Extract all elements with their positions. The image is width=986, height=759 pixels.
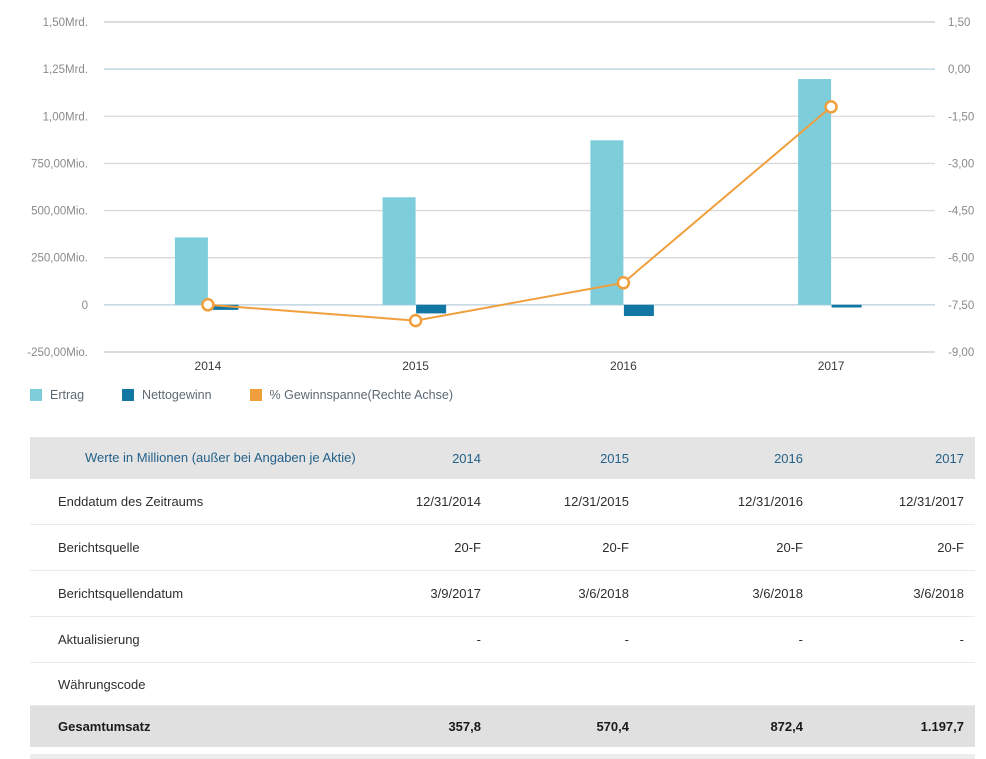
table-row [30, 479, 975, 525]
row-label: Berichtsquellendatum [30, 571, 408, 617]
row-value: 3/6/2018 [629, 571, 803, 617]
row-value: - [629, 617, 803, 663]
legend-label: Nettogewinn [142, 388, 212, 402]
row-value [481, 663, 629, 706]
row-value [629, 663, 803, 706]
table-header-row [30, 437, 975, 479]
financials-table [30, 437, 975, 747]
bar-ertrag-2014[interactable] [175, 237, 208, 305]
left-axis-tick-label: 750,00Mio. [31, 158, 88, 171]
bar-ertrag-2015[interactable] [383, 197, 416, 305]
row-value: 3/9/2017 [408, 571, 481, 617]
x-axis-label-2017: 2017 [817, 359, 845, 373]
margin-point-2014[interactable] [202, 299, 213, 310]
row-value: - [408, 617, 481, 663]
left-axis-tick-label: -250,00Mio. [27, 346, 88, 359]
left-axis-tick-label: 250,00Mio. [31, 252, 88, 265]
table-header-year-2016[interactable]: 2016 [629, 437, 803, 479]
table-row [30, 663, 975, 706]
row-value [803, 663, 975, 706]
right-axis-tick-label: -6,00 [948, 252, 975, 265]
bar-nettogewinn-2017[interactable] [832, 305, 862, 308]
row-value: 12/31/2015 [481, 479, 629, 525]
row-value: 12/31/2017 [803, 479, 975, 525]
table-row [30, 617, 975, 663]
table-header-label: Werte in Millionen (außer bei Angaben je Aktie) [30, 437, 408, 479]
bar-nettogewinn-2016[interactable] [624, 305, 654, 316]
row-label: Währungscode [30, 663, 408, 706]
row-value: 1.197,7 [803, 706, 975, 748]
row-value: 20-F [629, 525, 803, 571]
row-value: 357,8 [408, 706, 481, 748]
row-value: 872,4 [629, 706, 803, 748]
row-value: 12/31/2016 [629, 479, 803, 525]
legend-label: Ertrag [50, 388, 85, 402]
x-axis-label-2016: 2016 [610, 359, 637, 373]
row-value [408, 663, 481, 706]
right-axis-tick-label: -4,50 [948, 205, 975, 218]
legend-item-2[interactable] [250, 388, 453, 402]
legend-item-0[interactable] [30, 388, 84, 402]
row-value: - [481, 617, 629, 663]
margin-point-2015[interactable] [410, 315, 421, 326]
x-axis-label-2015: 2015 [402, 359, 429, 373]
row-value: 20-F [481, 525, 629, 571]
bar-ertrag-2017[interactable] [798, 79, 831, 305]
right-axis-tick-label: -1,50 [948, 111, 975, 124]
left-axis-tick-label: 500,00Mio. [31, 205, 88, 218]
right-axis-tick-label: -9,00 [948, 346, 975, 359]
table-header-year-2014[interactable]: 2014 [408, 437, 481, 479]
left-axis-tick-label: 1,00Mrd. [42, 111, 88, 124]
row-value: 20-F [408, 525, 481, 571]
row-value: 3/6/2018 [481, 571, 629, 617]
table-header-year-2017[interactable]: 2017 [803, 437, 975, 479]
legend-swatch-icon [250, 389, 262, 401]
margin-point-2017[interactable] [826, 101, 837, 112]
margin-line [208, 107, 831, 321]
x-axis-label-2014: 2014 [194, 359, 222, 373]
table-header-year-2015[interactable]: 2015 [481, 437, 629, 479]
row-value: 12/31/2014 [408, 479, 481, 525]
left-axis-tick-label: 0 [81, 299, 88, 312]
legend-swatch-icon [122, 389, 134, 401]
row-label: Gesamtumsatz [30, 706, 408, 748]
next-row-partial [30, 754, 975, 759]
row-value: - [803, 617, 975, 663]
table-total-row [30, 706, 975, 748]
right-axis-tick-label: 1,50 [948, 17, 971, 29]
table-row [30, 525, 975, 571]
legend-swatch-icon [30, 389, 42, 401]
bar-nettogewinn-2015[interactable] [416, 305, 446, 314]
row-label: Enddatum des Zeitraums [30, 479, 408, 525]
chart-legend [30, 386, 986, 404]
margin-point-2016[interactable] [618, 277, 629, 288]
left-axis-tick-label: 1,50Mrd. [42, 17, 88, 29]
row-value: 3/6/2018 [803, 571, 975, 617]
legend-label: % Gewinnspanne(Rechte Achse) [269, 388, 453, 402]
right-axis-tick-label: -3,00 [948, 158, 975, 171]
legend-item-1[interactable] [122, 388, 212, 402]
table-row [30, 571, 975, 617]
right-axis-tick-label: 0,00 [948, 64, 971, 77]
row-label: Berichtsquelle [30, 525, 408, 571]
left-axis-tick-label: 1,25Mrd. [42, 64, 88, 77]
right-axis-tick-label: -7,50 [948, 299, 975, 312]
row-label: Aktualisierung [30, 617, 408, 663]
row-value: 570,4 [481, 706, 629, 748]
row-value: 20-F [803, 525, 975, 571]
